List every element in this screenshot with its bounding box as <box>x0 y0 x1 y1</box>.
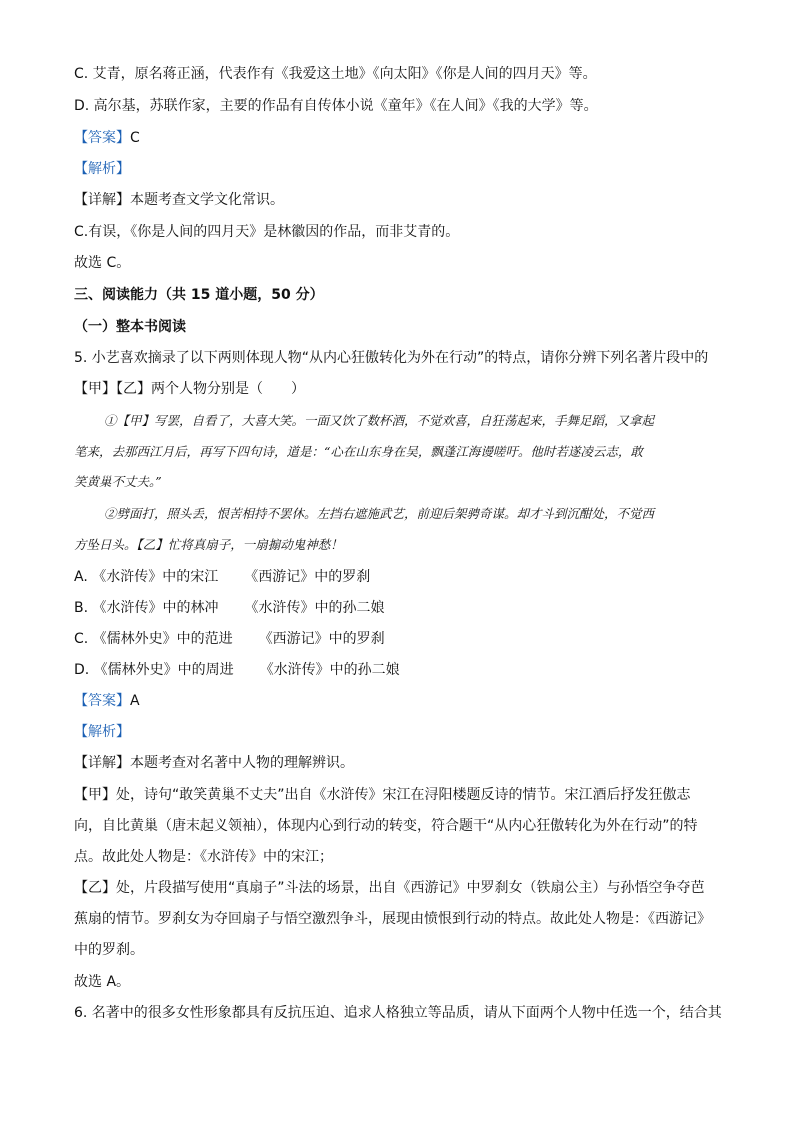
detail-tag: 【详解】 <box>74 192 130 208</box>
q5-stem-line-2: 【甲】【乙】两个人物分别是（ ） <box>74 381 305 397</box>
q5-analysis-tag: 【解析】 <box>74 724 130 740</box>
section-title: 三、阅读能力（共 15 道小题，50 分） <box>74 287 324 303</box>
subsection-title: （一）整本书阅读 <box>74 319 186 335</box>
q4-answer <box>74 128 140 148</box>
q5-jia-line-1: 【甲】处，诗句“敢笑黄巢不丈夫”出自《水浒传》宋江在浔阳楼题反诗的情节。宋江酒后抒发狂傲志 <box>74 787 691 803</box>
q5-yi-line-3: 中的罗刹。 <box>74 942 144 958</box>
option-d-second: 《水浒传》中的孙二娘 <box>259 662 400 678</box>
q5-passage-2-line-2: 方坠日头。【乙】忙将真扇子，一扇搧动鬼神愁！ <box>74 537 343 552</box>
answer-tag: 【答案】 <box>74 130 130 146</box>
q5-passage-1-line-1: ①【甲】写罢，自看了，大喜大笑。一面又饮了数杯酒，不觉欢喜，自狂荡起来，手舞足蹈，又拿起 <box>104 413 655 428</box>
q5-yi-line-1: 【乙】处，片段描写使用“真扇子”斗法的场景，出自《西游记》中罗刹女（铁扇公主）与孙悟空争夺芭 <box>74 880 705 896</box>
q5-option-c <box>74 629 385 649</box>
option-b-second: 《水浒传》中的孙二娘 <box>244 600 385 616</box>
q5-stem-line-1: 5. 小艺喜欢摘录了以下两则体现人物“从内心狂傲转化为外在行动”的特点，请你分辨下列名著片段中的 <box>74 350 709 366</box>
answer-tag: 【答案】 <box>74 693 130 709</box>
q4-option-c: C. 艾青，原名蒋正涵，代表作有《我爱这土地》《向太阳》《你是人间的四月天》等。 <box>74 66 597 82</box>
q5-passage-1-line-2: 笔来，去那西江月后，再写下四句诗，道是：“心在山东身在吴，飘蓬江海谩嗟吁。他时若遂凌云志，敢 <box>74 444 643 459</box>
option-c-second: 《西游记》中的罗刹 <box>258 631 385 647</box>
q5-jia-line-2: 向，自比黄巢（唐末起义领袖），体现内心到行动的转变，符合题干“从内心狂傲转化为外在行动”的特 <box>74 818 698 834</box>
option-a-second: 《西游记》中的罗刹 <box>244 569 371 585</box>
detail-tag: 【详解】 <box>74 755 130 771</box>
q5-jia-line-3: 点。故此处人物是：《水浒传》中的宋江； <box>74 849 333 865</box>
q5-option-b <box>74 598 385 618</box>
q5-detail <box>74 753 354 773</box>
q5-option-a <box>74 567 370 587</box>
q4-analysis-tag: 【解析】 <box>74 161 130 177</box>
detail-text: 本题考查对名著中人物的理解辨识。 <box>130 755 354 771</box>
q5-passage-1-line-3: 笑黄巢不丈夫。” <box>74 474 162 489</box>
q5-yi-line-2: 蕉扇的情节。罗刹女为夺回扇子与悟空激烈争斗，展现由愤恨到行动的特点。故此处人物是：《西游记》 <box>74 911 711 927</box>
q5-conclusion: 故选 A。 <box>74 974 131 990</box>
detail-text: 本题考查文学文化常识。 <box>130 192 284 208</box>
answer-value: C <box>130 130 140 146</box>
q5-passage-2-line-1: ②劈面打，照头丢，恨苦相持不罢休。左挡右遮施武艺，前迎后架骋奇谋。却才斗到沉酣处，不觉西 <box>104 506 655 521</box>
option-a-first: A. 《水浒传》中的宋江 <box>74 569 219 585</box>
q5-answer <box>74 691 140 711</box>
q4-conclusion: 故选 C。 <box>74 255 131 271</box>
option-c-first: C. 《儒林外史》中的范进 <box>74 631 233 647</box>
option-b-first: B. 《水浒传》中的林冲 <box>74 600 219 616</box>
q4-explanation: C.有误，《你是人间的四月天》是林徽因的作品，而非艾青的。 <box>74 224 460 240</box>
q4-option-d: D. 高尔基，苏联作家，主要的作品有自传体小说《童年》《在人间》《我的大学》等。 <box>74 98 598 114</box>
q6-stem-line-1: 6. 名著中的很多女性形象都具有反抗压迫、追求人格独立等品质，请从下面两个人物中任选一个，结合其 <box>74 1005 722 1021</box>
q5-option-d <box>74 660 400 680</box>
answer-value: A <box>130 693 140 709</box>
q4-detail <box>74 190 284 210</box>
option-d-first: D. 《儒林外史》中的周进 <box>74 662 234 678</box>
